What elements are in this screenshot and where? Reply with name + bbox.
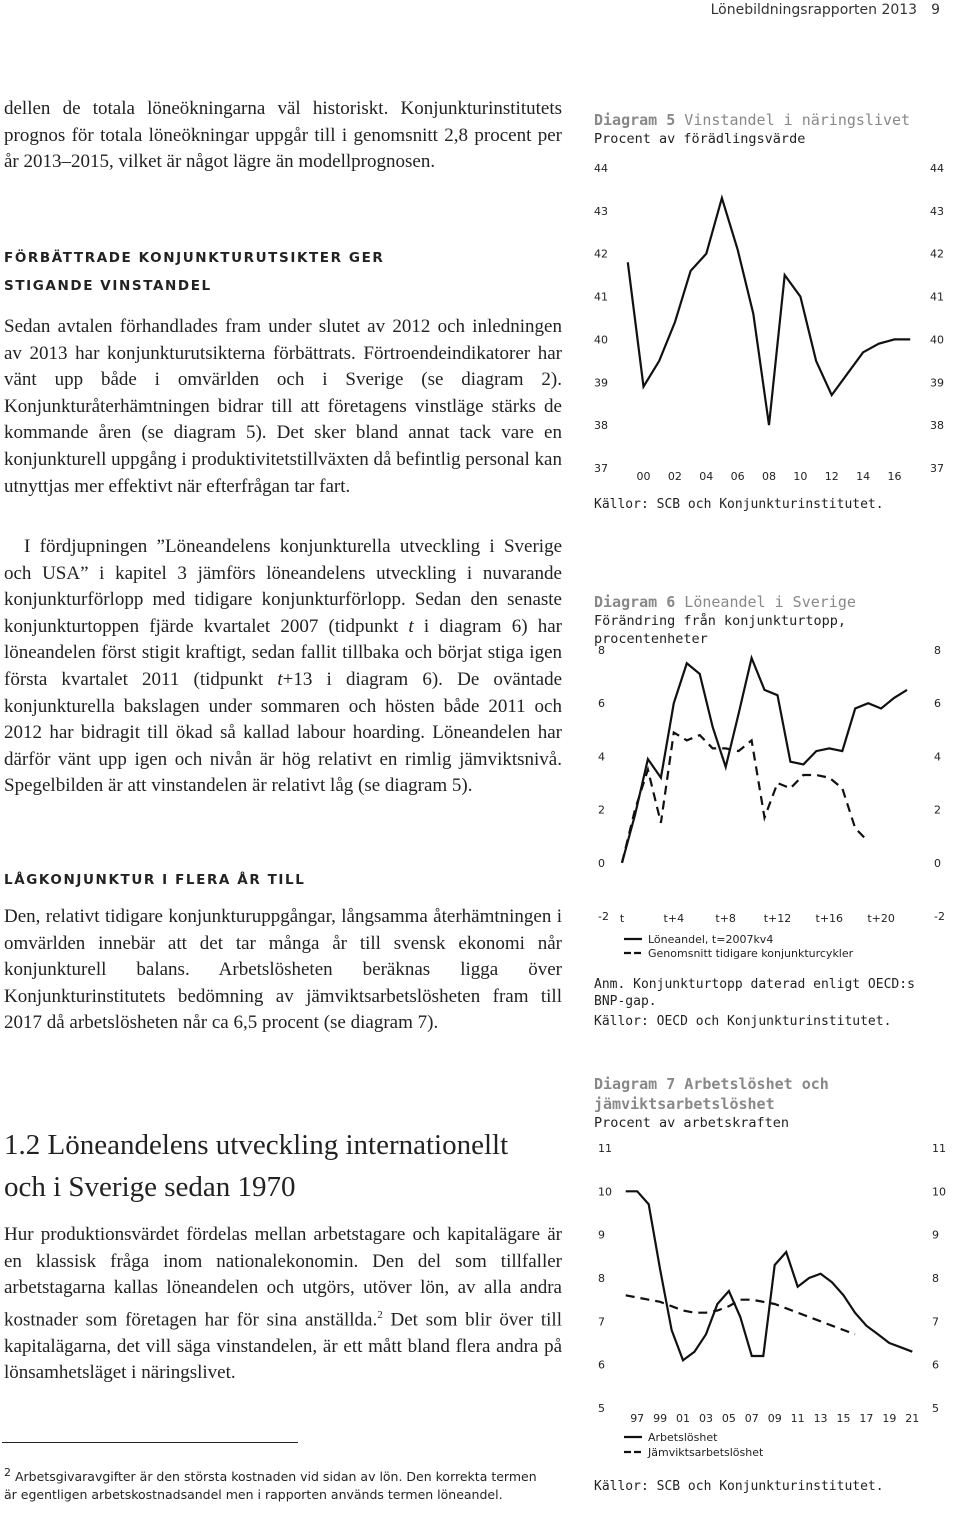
- y-tick-label-left: 9: [598, 1228, 605, 1242]
- chart-subtitle: Procent av arbetskraften: [594, 1115, 790, 1131]
- chart-title-prefix: Diagram 5: [594, 111, 676, 129]
- y-tick-label-right: 41: [930, 290, 944, 304]
- y-tick-label-left: 42: [594, 247, 608, 261]
- chart-title-line2: [594, 1094, 954, 1114]
- intro-paragraph: dellen de totala löneökningarna väl historiskt. Konjunkturinstitutets prognos för totala löneökningar uppgår till i genomsnitt 2,8 procent per år 2013–2015, vilket är något lägre än modellprognosen.: [4, 98, 562, 173]
- x-tick-label: 97: [630, 1412, 645, 1425]
- chart-title-rest: Vinstandel i näringslivet: [675, 111, 911, 129]
- section-title-line: 1.2 Löneandelens utveckling internationellt: [4, 1129, 509, 1161]
- chart-title-prefix: Diagram 6: [594, 593, 676, 611]
- y-tick-label-right: 7: [932, 1315, 939, 1329]
- text-run: i diagram 6) har löneandelen först stigit kraftigt, sedan fallit tillbaka och börjat stiga igen första kvartalet 2011 (tidpunkt: [4, 615, 562, 690]
- paragraph-fordjupning: [4, 534, 562, 800]
- y-tick-label-left: 39: [594, 376, 608, 390]
- y-tick-label-right: 8: [932, 1272, 939, 1285]
- x-tick-label: 02: [667, 470, 682, 483]
- x-tick-label: 09: [767, 1412, 782, 1425]
- x-tick-label: 08: [762, 470, 776, 483]
- legend-label: Löneandel, t=2007kv4: [648, 933, 774, 946]
- footnote-divider: [2, 1442, 298, 1443]
- x-tick-label: 12: [824, 470, 839, 483]
- x-tick-label: t+4: [663, 912, 685, 925]
- legend-label: Jämviktsarbetslöshet: [648, 1446, 764, 1459]
- heading-line: FÖRBÄTTRADE KONJUNKTURUTSIKTER GER: [4, 250, 385, 266]
- x-tick-label: 11: [790, 1412, 805, 1425]
- x-tick-label: 17: [859, 1412, 874, 1425]
- diagram7-header: [594, 1074, 954, 1132]
- chart-source: Källor: SCB och Konjunkturinstitutet.: [594, 1479, 884, 1494]
- chart-title: [594, 110, 954, 130]
- y-tick-label-left: 8: [598, 1272, 605, 1285]
- chart-subtitle: Förändring från konjunkturtopp, procentenheter: [594, 613, 846, 647]
- text-run: Hur produktionsvärdet fördelas mellan arbetstagare och kapitalägare är en klassisk fråga inom nationalekonomin. Den del som tillfaller arbetstagarna kallas löneandelen och utgörs, utöver lön, av alla andra kostnader som företagen har för sina anställda.: [4, 1224, 562, 1331]
- chart-source: Källor: OECD och Konjunkturinstitutet.: [594, 1014, 892, 1029]
- x-tick-label: t+20: [867, 912, 895, 925]
- y-tick-label-right: -2: [934, 910, 945, 923]
- chart-title: [594, 1074, 954, 1094]
- y-tick-label-right: 8: [934, 644, 941, 657]
- y-tick-label-left: 8: [598, 644, 605, 657]
- chart-title-rest: Arbetslöshet och: [675, 1075, 829, 1093]
- y-tick-label-left: 0: [598, 856, 605, 870]
- heading-konjunkturutsikter: [4, 244, 384, 300]
- footnote-text: Arbetsgivaravgifter är den största kostnaden vid sidan av lön. Den korrekta termen är egentligen arbetskostnadsandel men i rapporten används termen löneandel.: [4, 1469, 537, 1503]
- y-tick-label-right: 5: [932, 1402, 939, 1415]
- y-tick-label-left: 7: [598, 1315, 605, 1329]
- series-line-arbetsloshet: [626, 1191, 913, 1360]
- x-tick-label: 10: [793, 470, 808, 483]
- text-run: +13 i diagram 6). De oväntade konjunkturella bakslagen under sommaren och hösten både 2011 och 2012 har bidragit till ökad så kallad labour hoarding. Löneandelen har därför vänt upp igen och nivån är hög relativt en rimlig jämviktsnivå. Spegelbilden är att vinstandelen är relativt låg (se diagram 5).: [4, 668, 562, 797]
- y-tick-label-right: 42: [930, 247, 944, 261]
- page-header: [711, 0, 940, 18]
- section-title-line: och i Sverige sedan 1970: [4, 1171, 296, 1203]
- y-tick-label-right: 37: [930, 462, 944, 475]
- section-title: [4, 1124, 508, 1208]
- y-tick-label-left: 2: [598, 803, 605, 817]
- chart-title: [594, 592, 954, 612]
- x-tick-label: 19: [882, 1412, 897, 1425]
- y-tick-label-left: 6: [598, 1358, 605, 1372]
- y-tick-label-left: 5: [598, 1402, 605, 1415]
- chart-subtitle: Procent av förädlingsvärde: [594, 131, 806, 147]
- y-tick-label-left: 10: [598, 1185, 612, 1199]
- chart-source: Källor: SCB och Konjunkturinstitutet.: [594, 497, 884, 512]
- diagram5-chart: [580, 150, 958, 490]
- paragraph-loneandel: [4, 1222, 562, 1387]
- diagram5-header: [594, 110, 954, 148]
- x-tick-label: 07: [744, 1412, 759, 1425]
- y-tick-label-right: 10: [932, 1185, 946, 1199]
- x-tick-label: 00: [636, 470, 651, 483]
- x-tick-label: t: [619, 912, 625, 925]
- y-tick-label-right: 44: [930, 162, 944, 175]
- series-line-genomsnitt: [622, 733, 868, 863]
- running-title: Lönebildningsrapporten 2013: [710, 2, 918, 18]
- heading-lagkonjunktur: LÅGKONJUNKTUR I FLERA ÅR TILL: [4, 872, 306, 888]
- x-tick-label: t+8: [715, 912, 736, 925]
- y-tick-label-right: 0: [934, 856, 941, 870]
- chart-title-rest: Löneandel i Sverige: [675, 593, 856, 611]
- x-tick-label: t+12: [763, 912, 792, 925]
- x-tick-label: 13: [813, 1412, 828, 1425]
- y-tick-label-left: 6: [598, 697, 605, 711]
- x-tick-label: 16: [887, 470, 902, 483]
- chart-note: Anm. Konjunkturtopp daterad enligt OECD:s BNP-gap.: [594, 977, 915, 1009]
- y-tick-label-left: -2: [598, 910, 609, 923]
- x-tick-label: 14: [856, 470, 871, 483]
- x-tick-label: 03: [698, 1412, 713, 1425]
- x-tick-label: 21: [905, 1412, 920, 1425]
- y-tick-label-left: 43: [594, 204, 608, 218]
- y-tick-label-right: 6: [934, 697, 941, 711]
- footnote-ref[interactable]: 2: [377, 1308, 383, 1321]
- x-tick-label: 15: [836, 1412, 851, 1425]
- x-tick-label: 04: [699, 470, 714, 483]
- text-run: t: [277, 668, 283, 690]
- legend-label: Arbetslöshet: [648, 1431, 718, 1444]
- diagram7-chart: [580, 1140, 958, 1475]
- diagram6-chart: [580, 636, 958, 966]
- y-tick-label-right: 39: [930, 376, 944, 390]
- series-line-loneandel: [622, 658, 907, 863]
- y-tick-label-left: 11: [598, 1142, 612, 1155]
- series-line-vinstandel: [628, 198, 910, 425]
- text-run: I fördjupningen ”Löneandelens konjunkturella utveckling i Sverige och USA” i kapitel 3 jämförs löneandelens utveckling i nuvarande konjunkturförlopp med tidigare konjunkturförlopp. Sedan den senaste konjunkturtoppen fjärde kvartalet 2007 (tidpunkt: [4, 536, 562, 637]
- y-tick-label-left: 38: [594, 419, 608, 433]
- y-tick-label-left: 40: [594, 333, 608, 347]
- y-tick-label-right: 9: [932, 1228, 939, 1242]
- paragraph-arbetsloshet: Den, relativt tidigare konjunkturuppgångar, långsamma återhämtningen i omvärlden innebär att det tar många år till svensk ekonomi når konjunkturell balans. Arbetslösheten beräknas ligga över Konjunkturinstitutets bedömning av jämviktsarbetslösheten fram till 2017 då arbetslösheten når ca 6,5 procent (se diagram 7).: [4, 906, 562, 1034]
- y-tick-label-right: 2: [934, 803, 941, 817]
- x-tick-label: t+16: [815, 912, 844, 925]
- y-tick-label-right: 11: [932, 1142, 946, 1155]
- y-tick-label-left: 37: [594, 462, 608, 475]
- y-tick-label-right: 38: [930, 419, 944, 433]
- text-run: Det som blir över till kapitalägarna, det vill säga vinstandelen, är ett mått bland flera andra på lönsamhetsläget i näringslivet.: [4, 1309, 562, 1384]
- y-tick-label-right: 6: [932, 1358, 939, 1372]
- footnote: [4, 1464, 544, 1504]
- legend-label: Genomsnitt tidigare konjunkturcykler: [648, 947, 854, 960]
- y-tick-label-left: 41: [594, 290, 608, 304]
- chart-title-rest: jämviktsarbetslöshet: [594, 1095, 775, 1113]
- x-tick-label: 01: [676, 1412, 691, 1425]
- chart-title-prefix: Diagram 7: [594, 1075, 676, 1093]
- heading-line: STIGANDE VINSTANDEL: [4, 278, 212, 294]
- y-tick-label-left: 4: [598, 750, 605, 764]
- y-tick-label-right: 4: [934, 750, 941, 764]
- x-tick-label: 99: [653, 1412, 668, 1425]
- y-tick-label-right: 40: [930, 333, 944, 347]
- page-number: 9: [931, 2, 940, 18]
- footnote-number: 2: [4, 1466, 11, 1479]
- x-tick-label: 06: [730, 470, 745, 483]
- text-run: t: [408, 615, 414, 637]
- y-tick-label-right: 43: [930, 204, 944, 218]
- paragraph-vinstandel: Sedan avtalen förhandlades fram under slutet av 2012 och inledningen av 2013 har konjunkturutsikterna förbättrats. Förtroendeindikatorer har vänt upp både i omvärlden och i Sverige (se diagram 2). Konjunkturåterhämtningen bidrar till att företagens vinstläge stärks de kommande åren (se diagram 5). Det sker bland annat tack vare en konjunkturell uppgång i produktivitetstillväxten då befintlig personal kan utnyttjas mer effektivt när efterfrågan tar fart.: [4, 316, 562, 497]
- y-tick-label-left: 44: [594, 162, 608, 175]
- x-tick-label: 05: [721, 1412, 736, 1425]
